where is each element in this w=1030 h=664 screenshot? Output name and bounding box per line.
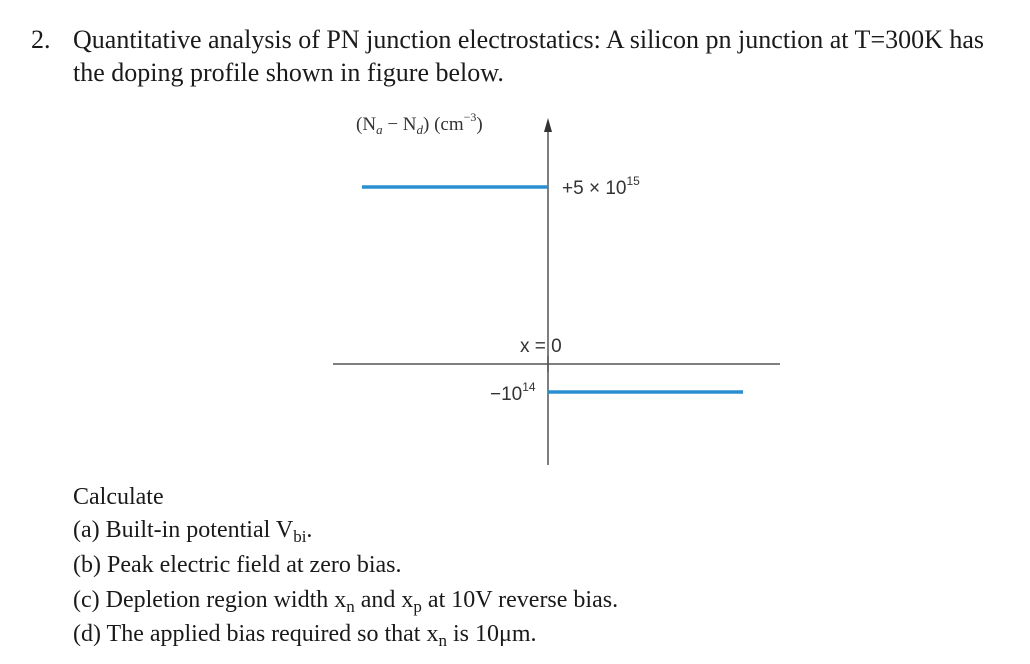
question-text-line-1: Quantitative analysis of PN junction electrostatics: A silicon pn junction at T=300K has bbox=[73, 25, 985, 54]
part-a: (a) Built-in potential $V_{bi}$. bbox=[73, 517, 313, 546]
question-number: 2. bbox=[31, 25, 51, 54]
question-text-line-2: the doping profile shown in figure below. bbox=[73, 58, 504, 87]
origin-label: x = 0 bbox=[520, 336, 562, 357]
part-c: (c) Depletion region width $x_n$ and $x_p$ at 10V reverse bias. bbox=[73, 587, 619, 616]
calculate-heading: Calculate bbox=[73, 484, 164, 510]
p-side-value-label: $+5 \times 10^{15}$ bbox=[562, 174, 640, 199]
part-b: (b) Peak electric field at zero bias. bbox=[73, 552, 402, 578]
y-axis-arrow-icon bbox=[544, 118, 552, 132]
n-side-value-label: $-10^{14}$ bbox=[490, 380, 536, 405]
y-axis-label: $(N_a - N_d)$ $(cm^{-3})$ bbox=[356, 110, 483, 137]
part-d: (d) The applied bias required so that $x_n$ is 10μm. bbox=[73, 621, 537, 650]
